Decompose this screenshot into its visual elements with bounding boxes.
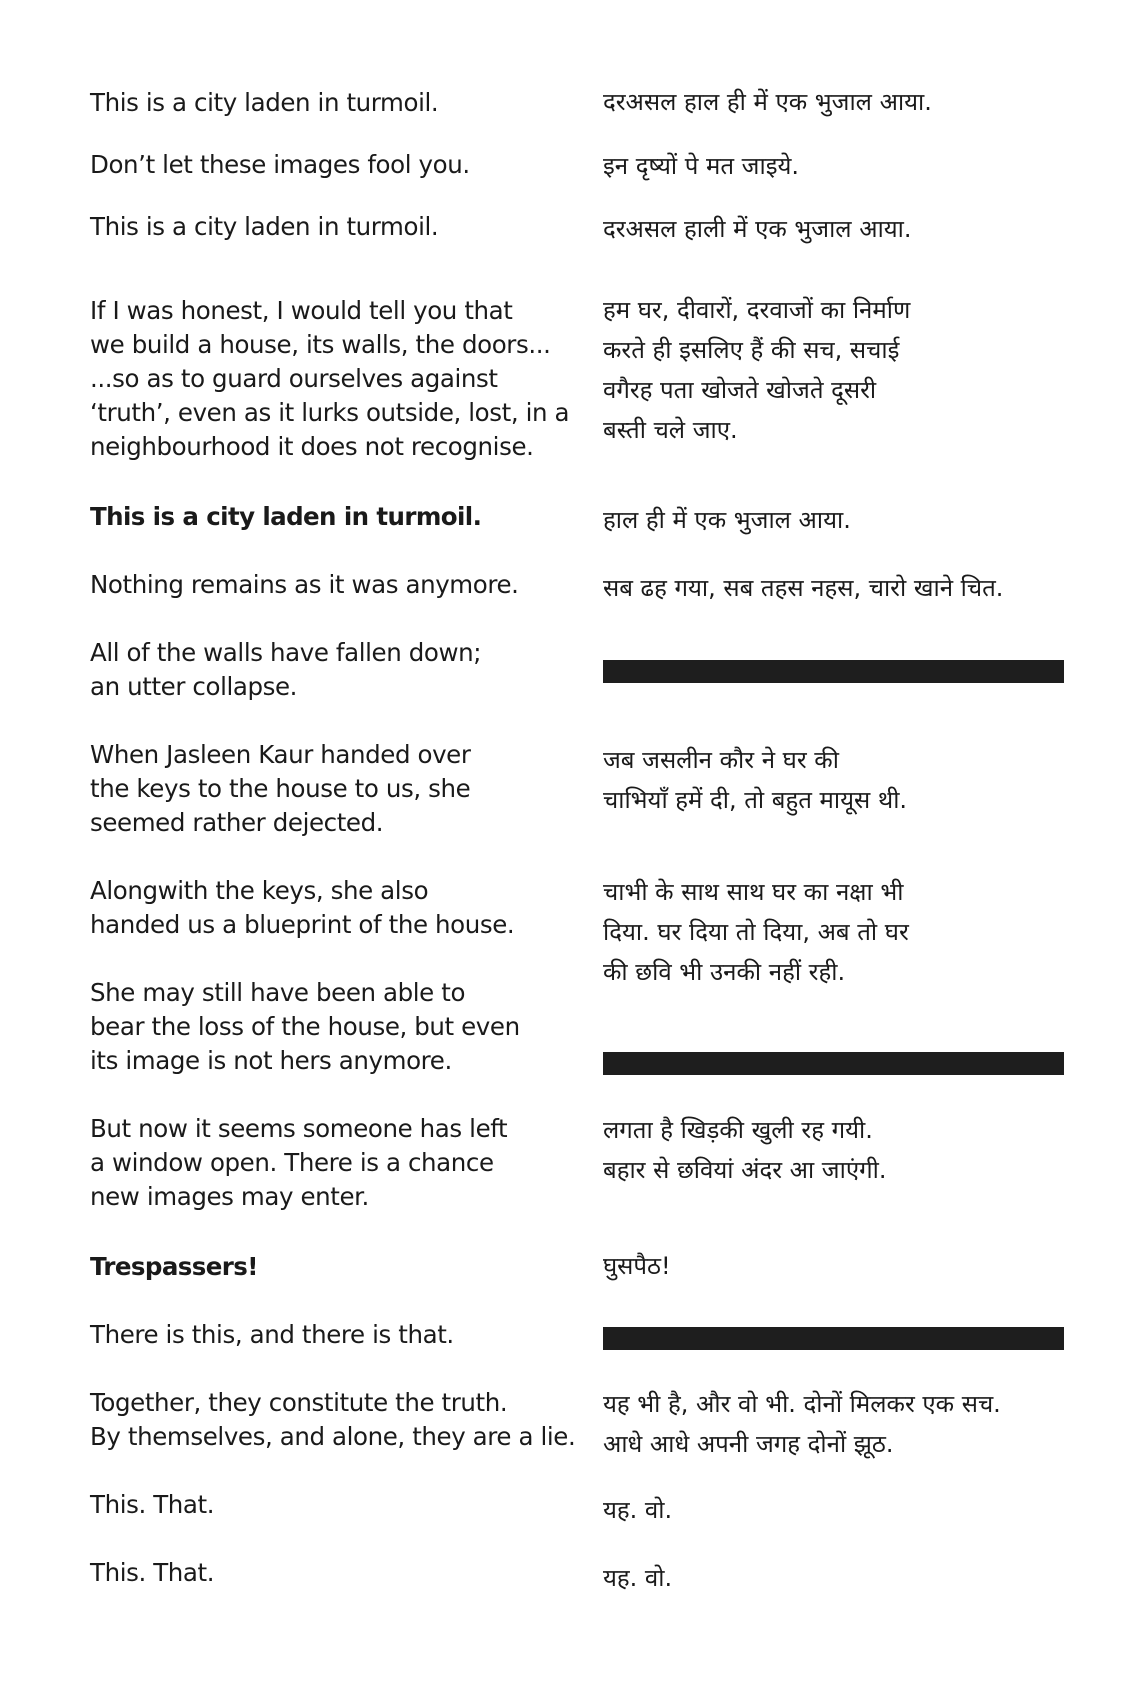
english-line: Together, they constitute the truth. By themselves, and alone, they are a lie. <box>90 1388 576 1451</box>
hindi-line: घुसपैठ! <box>603 1252 671 1280</box>
english-line: Nothing remains as it was anymore. <box>90 570 519 599</box>
english-line: This is a city laden in turmoil. <box>90 88 439 117</box>
english-line: There is this, and there is that. <box>90 1320 454 1349</box>
hindi-line: सब ढह गया, सब तहस नहस, चारो खाने चित. <box>603 574 1004 602</box>
english-line: This. That. <box>90 1490 215 1519</box>
english-line: This is a city laden in turmoil. <box>90 212 439 241</box>
hindi-line: चाभी के साथ साथ घर का नक्षा भी दिया. घर दिया तो दिया, अब तो घर की छवि भी उनकी नहीं रही. <box>603 878 909 986</box>
english-line: When Jasleen Kaur handed over the keys to the house to us, she seemed rather dejected. <box>90 740 471 837</box>
hindi-line: जब जसलीन कौर ने घर की चाभियाँ हमें दी, तो बहुत मायूस थी. <box>603 746 908 814</box>
hindi-line: हाल ही में एक भुजाल आया. <box>603 506 851 534</box>
hindi-line: यह. वो. <box>603 1564 673 1592</box>
hindi-line: हम घर, दीवारों, दरवाजों का निर्माण करते ही इसलिए हैं की सच, सचाई वगैरह पता खोजते खोजते दूसरी बस्ती चले जाए. <box>603 296 911 444</box>
english-line: Trespassers! <box>90 1252 258 1281</box>
hindi-line: यह. वो. <box>603 1496 673 1524</box>
hindi-line: यह भी है, और वो भी. दोनों मिलकर एक सच. आधे आधे अपनी जगह दोनों झूठ. <box>603 1390 1001 1458</box>
redaction-bar <box>603 1052 1064 1075</box>
redaction-bar <box>603 1327 1064 1350</box>
hindi-line: दरअसल हाली में एक भुजाल आया. <box>603 215 912 243</box>
english-line: All of the walls have fallen down; an utter collapse. <box>90 638 482 701</box>
english-line: But now it seems someone has left a window open. There is a chance new images may enter. <box>90 1114 508 1211</box>
hindi-line: लगता है खिड़की खुली रह गयी. बहार से छवियां अंदर आ जाएंगी. <box>603 1116 887 1184</box>
hindi-line: दरअसल हाल ही में एक भुजाल आया. <box>603 88 932 116</box>
english-line: Alongwith the keys, she also handed us a blueprint of the house. <box>90 876 515 939</box>
hindi-line: इन दृष्यों पे मत जाइये. <box>603 152 800 180</box>
english-line: She may still have been able to bear the loss of the house, but even its image is not hers anymore. <box>90 978 520 1075</box>
english-line: This. That. <box>90 1558 215 1587</box>
redaction-bar <box>603 660 1064 683</box>
english-line: If I was honest, I would tell you that we build a house, its walls, the doors... ...so as to guard ourselves against ‘truth’, even as it lurks outside, lost, in a neighbourhood it does not recognise. <box>90 296 570 461</box>
english-line: Don’t let these images fool you. <box>90 150 470 179</box>
english-line: This is a city laden in turmoil. <box>90 502 482 531</box>
